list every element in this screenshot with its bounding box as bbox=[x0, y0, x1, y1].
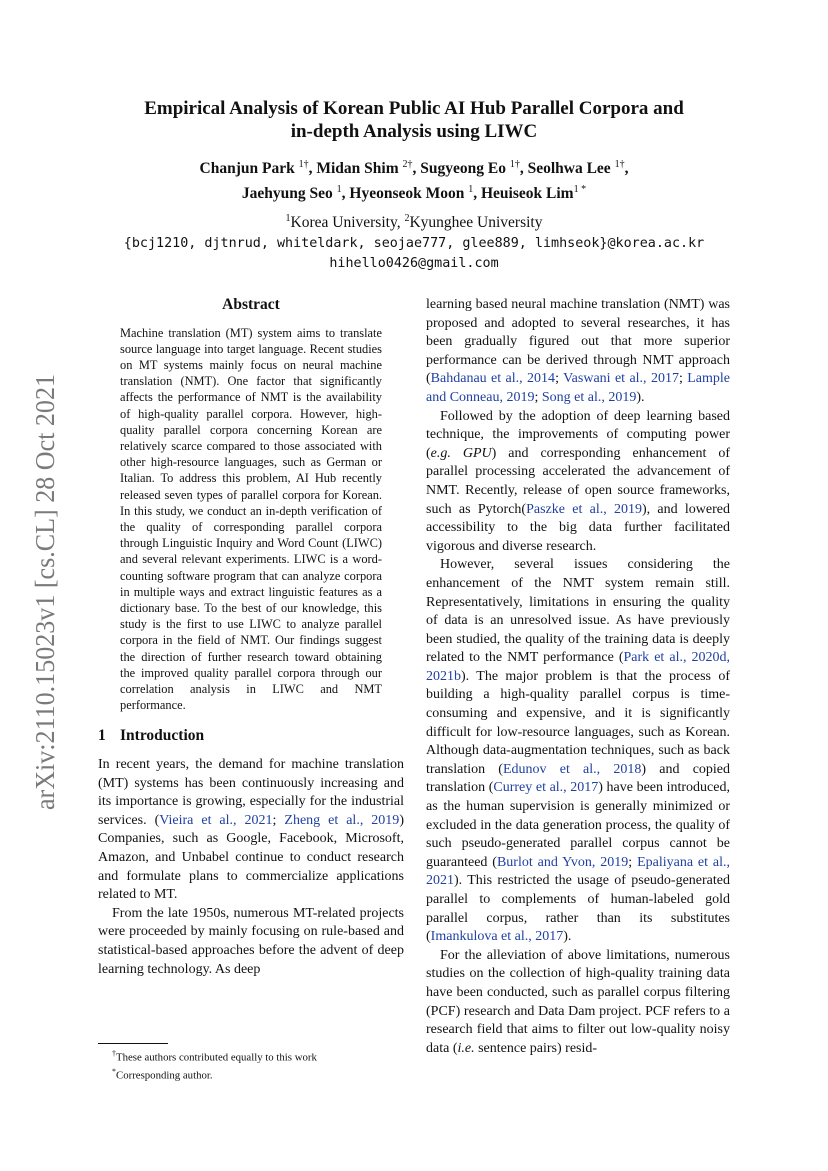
author-name: Sugyeong Eo bbox=[420, 160, 506, 178]
text-run: ; bbox=[272, 812, 285, 828]
citation-link[interactable]: Vaswani et al., 2017 bbox=[563, 371, 679, 387]
footnotes bbox=[112, 1047, 317, 1082]
citation-link[interactable]: Imankulova et al., 2017 bbox=[430, 929, 564, 945]
author-mark: 1 bbox=[468, 184, 474, 196]
intro-paragraph-1 bbox=[98, 756, 404, 905]
citation-link[interactable]: Zheng et al., 2019 bbox=[284, 812, 400, 828]
text-run: ; bbox=[534, 389, 542, 405]
text-run: ). The major problem is that the process of building a high-quality parallel corpus is time-consuming and expensive, and it is significantly difficult for low-resource languages, such as Korean. Although data-augmentation techniques, such as back translation ( bbox=[426, 668, 730, 777]
intro-paragraph-2: From the late 1950s, numerous MT-related projects were proceeded by mainly focusing on rule-based and statistical-based approaches before the advent of deep learning technology. As deep bbox=[98, 905, 404, 977]
text-run: ) have been introduced, as the human supervision is generally minimized or excluded in the data generation process, the quality of such pseudo-generated parallel corpus cannot be guaranteed ( bbox=[426, 780, 730, 870]
author-name: Jaehyung Seo bbox=[241, 185, 333, 203]
footnote-corresponding-author bbox=[112, 1065, 317, 1083]
footnote-text: These authors contributed equally to this work bbox=[116, 1051, 317, 1064]
text-run: ) and copied translation ( bbox=[426, 761, 731, 796]
affiliation-korea: Korea University, bbox=[290, 214, 405, 232]
author-name: Heuiseok Lim bbox=[481, 185, 574, 203]
section-title: Introduction bbox=[120, 727, 205, 745]
affiliation-mark: 2 bbox=[404, 213, 410, 224]
author-mark: 2† bbox=[402, 159, 413, 170]
text-run: For the alleviation of above limitations, numerous studies on the collection of high-quality training data have been conducted, such as parallel corpus filtering (PCF) research and Data Dam project. PCF refers to a research field that aims to filter out low-quality noisy data ( bbox=[426, 947, 730, 1056]
text-run: ; bbox=[628, 854, 638, 870]
text-run: ). This restricted the usage of pseudo-generated parallel to complements of human-labeled gold parallel corpus, rather than its substitutes ( bbox=[426, 873, 730, 945]
footnote-mark: † bbox=[112, 1049, 116, 1058]
footnote-rule bbox=[98, 1043, 168, 1044]
citation-link[interactable]: Edunov et al., 2018 bbox=[502, 761, 642, 777]
citation-link[interactable]: Park et al., 2020d, 2021b bbox=[426, 650, 730, 684]
author-mark: 1† bbox=[614, 159, 625, 170]
citation-link[interactable]: Paszke et al., 2019 bbox=[526, 501, 642, 517]
title-line-2: in-depth Analysis using LIWC bbox=[290, 121, 538, 142]
author-emails bbox=[40, 234, 788, 274]
text-run: ; bbox=[555, 371, 564, 387]
citation-link[interactable]: Burlot and Yvon, 2019 bbox=[496, 854, 629, 870]
email-line-1: {bcj1210, djtnrud, whiteldark, seojae777, glee889, limhseok}@korea.ac.kr bbox=[123, 236, 705, 251]
arxiv-identifier-svg bbox=[10, 370, 70, 810]
author-mark: 1† bbox=[509, 159, 520, 170]
affiliation-mark: 1 bbox=[285, 213, 291, 224]
text-run: learning based neural machine translation (NMT) was proposed and adopted to several researches, it has been gradually figured out that more superior performance can be derived through NMT approach ( bbox=[426, 297, 730, 387]
title-line-1: Empirical Analysis of Korean Public AI Hub Parallel Corpora and bbox=[144, 98, 684, 119]
author-name: Seolhwa Lee bbox=[527, 160, 611, 178]
citation-link[interactable]: Bahdanau et al., 2014 bbox=[430, 371, 556, 387]
arxiv-identifier-stamp bbox=[10, 370, 70, 810]
citation-link[interactable]: Vieira et al., 2021 bbox=[159, 812, 273, 828]
text-run: ), and lowered accessibility to the big data further facilitated vigorous and diverse research. bbox=[426, 501, 731, 554]
text-run: In recent years, the demand for machine translation (MT) systems has been continuously increasing and its importance is growing, especially for the industrial services. ( bbox=[98, 757, 404, 828]
right-column bbox=[426, 296, 730, 1058]
text-run: sentence pairs) resid- bbox=[474, 1040, 598, 1056]
author-mark: 1 bbox=[336, 184, 342, 196]
citation-link[interactable]: Lample and Conneau, 2019 bbox=[426, 371, 731, 405]
citation-link[interactable]: Currey et al., 2017 bbox=[493, 780, 599, 796]
citation-link[interactable]: Epaliyana et al., 2021 bbox=[426, 854, 731, 889]
right-paragraph-4 bbox=[426, 947, 730, 1059]
text-run: Followed by the adoption of deep learning based technique, the improvements of computing power ( bbox=[426, 408, 730, 461]
paper-title bbox=[60, 97, 768, 143]
text-run: ) Companies, such as Google, Facebook, Microsoft, Amazon, and Unbabel continue to conduct research and formulate plans to commercialize applications related to MT. bbox=[98, 812, 404, 903]
right-paragraph-2 bbox=[426, 408, 730, 557]
text-run: ). bbox=[563, 929, 572, 945]
author-name: Chanjun Park bbox=[199, 160, 295, 178]
text-run: ). bbox=[636, 389, 645, 405]
section-number: 1 bbox=[98, 727, 106, 745]
text-run-emphasis: i.e. bbox=[457, 1040, 475, 1056]
right-paragraph-3 bbox=[426, 556, 730, 946]
author-name: Midan Shim bbox=[316, 160, 399, 178]
affiliations bbox=[60, 213, 768, 232]
right-paragraph-1 bbox=[426, 296, 730, 408]
abstract-heading: Abstract bbox=[222, 296, 280, 313]
text-run: However, several issues considering the enhancement of the NMT system remain still. Representatively, limitations in ensuring the quality of data is an unresolved issue. As have previously been studied, the quality of the training data is deeply related to the NMT performance ( bbox=[426, 557, 730, 666]
footnote-text: Corresponding author. bbox=[116, 1069, 213, 1082]
affiliation-kyunghee: Kyunghee University bbox=[409, 214, 543, 232]
email-line-2: hihello0426@gmail.com bbox=[329, 256, 499, 271]
arxiv-identifier-text: arXiv:2110.15023v1 [cs.CL] 28 Oct 2021 bbox=[30, 370, 60, 810]
footnote-mark: * bbox=[112, 1066, 116, 1076]
text-run: ) and corresponding enhancement of parallel processing accelerated the advancement of NMT. Recently, release of open source frameworks, such as Pytorch( bbox=[426, 445, 730, 517]
left-column bbox=[98, 296, 404, 979]
text-run: ; bbox=[678, 371, 688, 387]
footnote-equal-contribution bbox=[112, 1047, 317, 1065]
author-mark: 1 * bbox=[573, 184, 587, 196]
citation-link[interactable]: Song et al., 2019 bbox=[541, 389, 637, 405]
abstract-body: Machine translation (MT) system aims to translate source language into target language. Recent studies on MT systems mainly focus on neural machine translation (NMT). One factor that significantly affects the performance of NMT is the availability of high-quality parallel corpora. However, high-quality parallel corpora concerning Korean are relatively scarce compared to those associated with other high-resource languages, such as German or Italian. To address this problem, AI Hub recently released seven types of parallel corpora for Korean. In this study, we conduct an in-depth verification of the quality of corresponding parallel corpora through Linguistic Inquiry and Word Count (LIWC) and several relevant experiments. LIWC is a word-counting software program that can analyze corpora in multiple ways and extract linguistic features as a dictionary base. To the best of our knowledge, this study is the first to use LIWC to analyze parallel corpora in the field of NMT. Our findings suggest the direction of further research toward obtaining the improved quality parallel corpora through our correlation analysis in LIWC and NMT performance. bbox=[120, 325, 382, 713]
author-name: Hyeonseok Moon bbox=[349, 185, 465, 203]
text-run-emphasis: e.g. GPU bbox=[430, 445, 492, 461]
author-mark: 1† bbox=[298, 159, 309, 170]
author-list: Chanjun Park $^{1\dagger}$, Midan Shim $^{2\dagger}$, Sugyeong Eo $^{1\dagger}$, Seolhwa Lee $^{1\dagger}$, Jaehyung Seo $^1$, Hyeonseok Moon $^1$, Heuiseok Lim$^{1 *}$ bbox=[199, 159, 629, 203]
section-heading-introduction bbox=[98, 727, 404, 746]
